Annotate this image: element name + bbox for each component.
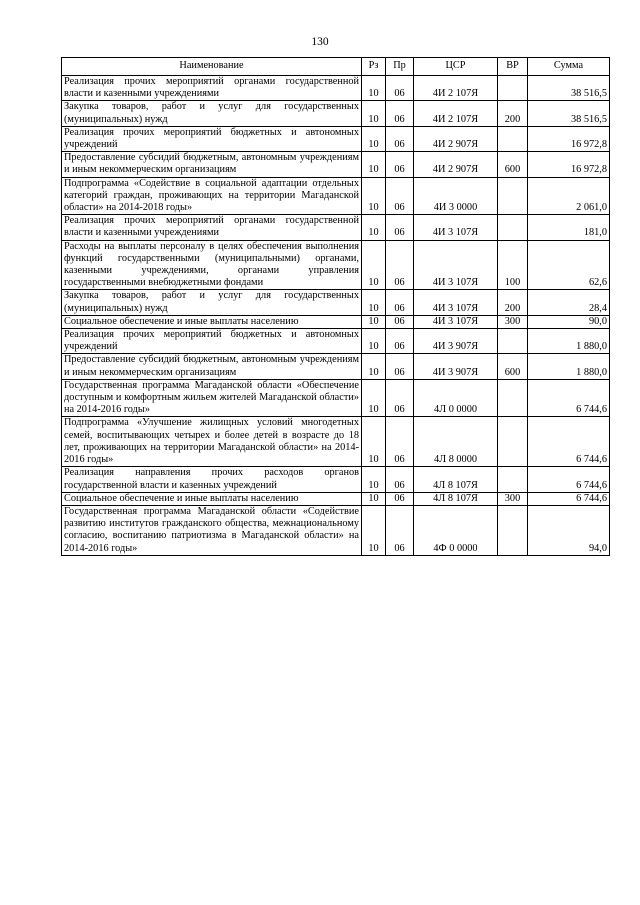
row-csr: 4И 2 907Я — [414, 152, 498, 177]
row-name: Предоставление субсидий бюджетным, автономным учреждениям и иным некоммерческим организациям — [62, 354, 362, 379]
row-name: Подпрограмма «Улучшение жилищных условий многодетных семей, воспитывающих четырех и более детей в возрасте до 18 лет, проживающих на территории Магаданской области» на 2014-2016 годы» — [62, 417, 362, 467]
row-pr: 06 — [386, 126, 414, 151]
row-csr: 4И 3 107Я — [414, 315, 498, 328]
row-vr: 200 — [498, 101, 528, 126]
row-vr — [498, 177, 528, 215]
row-sum: 94,0 — [528, 505, 610, 555]
row-rz: 10 — [362, 152, 386, 177]
row-pr: 06 — [386, 329, 414, 354]
row-rz: 10 — [362, 76, 386, 101]
row-pr: 06 — [386, 76, 414, 101]
table-header-row — [62, 58, 610, 76]
row-rz: 10 — [362, 467, 386, 492]
row-csr: 4И 2 107Я — [414, 76, 498, 101]
row-pr: 06 — [386, 177, 414, 215]
row-sum: 1 880,0 — [528, 354, 610, 379]
header-name: Наименование — [62, 58, 362, 76]
table-row — [62, 417, 610, 467]
row-csr: 4И 3 107Я — [414, 290, 498, 315]
table-row — [62, 315, 610, 328]
row-sum: 38 516,5 — [528, 76, 610, 101]
row-pr: 06 — [386, 467, 414, 492]
row-sum: 28,4 — [528, 290, 610, 315]
row-rz: 10 — [362, 126, 386, 151]
row-sum: 16 972,8 — [528, 126, 610, 151]
row-name: Реализация прочих мероприятий органами государственной власти и казенными учреждениями — [62, 76, 362, 101]
table-row — [62, 177, 610, 215]
table-row — [62, 152, 610, 177]
row-rz: 10 — [362, 505, 386, 555]
row-sum: 6 744,6 — [528, 492, 610, 505]
row-rz: 10 — [362, 290, 386, 315]
table-row — [62, 101, 610, 126]
row-csr: 4И 2 107Я — [414, 101, 498, 126]
row-pr: 06 — [386, 290, 414, 315]
row-sum: 6 744,6 — [528, 379, 610, 417]
row-rz: 10 — [362, 417, 386, 467]
row-pr: 06 — [386, 354, 414, 379]
row-sum: 90,0 — [528, 315, 610, 328]
row-pr: 06 — [386, 505, 414, 555]
row-vr — [498, 505, 528, 555]
table-row — [62, 467, 610, 492]
budget-table — [61, 57, 610, 556]
row-sum: 16 972,8 — [528, 152, 610, 177]
row-vr: 100 — [498, 240, 528, 290]
row-name: Социальное обеспечение и иные выплаты населению — [62, 492, 362, 505]
row-name: Расходы на выплаты персоналу в целях обеспечения выполнения функций государственными (муниципальными) органами, казенными учреждениями, органами управления государственными внебюджетными фондами — [62, 240, 362, 290]
row-csr: 4Ф 0 0000 — [414, 505, 498, 555]
row-name: Реализация прочих мероприятий органами государственной власти и казенными учреждениями — [62, 215, 362, 240]
row-rz: 10 — [362, 240, 386, 290]
row-vr — [498, 329, 528, 354]
header-rz: Рз — [362, 58, 386, 76]
row-vr — [498, 417, 528, 467]
row-vr: 300 — [498, 315, 528, 328]
table-row — [62, 492, 610, 505]
row-csr: 4Л 8 107Я — [414, 492, 498, 505]
row-rz: 10 — [362, 215, 386, 240]
table-row — [62, 126, 610, 151]
row-rz: 10 — [362, 177, 386, 215]
row-rz: 10 — [362, 354, 386, 379]
row-vr — [498, 126, 528, 151]
row-name: Подпрограмма «Содействие в социальной адаптации отдельных категорий граждан, проживающих на территории Магаданской области» на 2014-2018 годы» — [62, 177, 362, 215]
row-rz: 10 — [362, 379, 386, 417]
row-name: Реализация прочих мероприятий бюджетных и автономных учреждений — [62, 126, 362, 151]
row-pr: 06 — [386, 417, 414, 467]
table-row — [62, 329, 610, 354]
row-sum: 1 880,0 — [528, 329, 610, 354]
page-number: 130 — [311, 36, 329, 48]
row-rz: 10 — [362, 329, 386, 354]
row-csr: 4И 3 907Я — [414, 354, 498, 379]
row-rz: 10 — [362, 315, 386, 328]
table-row — [62, 505, 610, 555]
row-vr — [498, 215, 528, 240]
row-pr: 06 — [386, 101, 414, 126]
row-pr: 06 — [386, 315, 414, 328]
header-sum: Сумма — [528, 58, 610, 76]
row-vr — [498, 379, 528, 417]
row-name: Государственная программа Магаданской области «Содействие развитию институтов гражданского общества, межнациональному согласию, воспитанию патриотизма в Магаданской области» на 2014-2016 годы» — [62, 505, 362, 555]
row-csr: 4И 3 107Я — [414, 215, 498, 240]
row-sum: 2 061,0 — [528, 177, 610, 215]
row-vr — [498, 76, 528, 101]
row-vr: 200 — [498, 290, 528, 315]
row-sum: 62,6 — [528, 240, 610, 290]
row-rz: 10 — [362, 492, 386, 505]
table-row — [62, 240, 610, 290]
row-pr: 06 — [386, 240, 414, 290]
row-sum: 181,0 — [528, 215, 610, 240]
row-sum: 38 516,5 — [528, 101, 610, 126]
row-csr: 4И 3 907Я — [414, 329, 498, 354]
row-pr: 06 — [386, 379, 414, 417]
row-name: Предоставление субсидий бюджетным, автономным учреждениям и иным некоммерческим организациям — [62, 152, 362, 177]
row-csr: 4Л 8 107Я — [414, 467, 498, 492]
row-csr: 4Л 0 0000 — [414, 379, 498, 417]
row-name: Реализация прочих мероприятий бюджетных и автономных учреждений — [62, 329, 362, 354]
row-csr: 4И 3 0000 — [414, 177, 498, 215]
row-vr: 600 — [498, 354, 528, 379]
row-vr: 600 — [498, 152, 528, 177]
row-vr: 300 — [498, 492, 528, 505]
row-csr: 4И 3 107Я — [414, 240, 498, 290]
header-csr: ЦСР — [414, 58, 498, 76]
table-row — [62, 354, 610, 379]
row-vr — [498, 467, 528, 492]
header-pr: Пр — [386, 58, 414, 76]
table-row — [62, 76, 610, 101]
row-name: Социальное обеспечение и иные выплаты населению — [62, 315, 362, 328]
row-sum: 6 744,6 — [528, 417, 610, 467]
table-row — [62, 290, 610, 315]
row-csr: 4И 2 907Я — [414, 126, 498, 151]
row-pr: 06 — [386, 492, 414, 505]
row-sum: 6 744,6 — [528, 467, 610, 492]
row-rz: 10 — [362, 101, 386, 126]
table-row — [62, 379, 610, 417]
table-row — [62, 215, 610, 240]
header-vr: ВР — [498, 58, 528, 76]
row-pr: 06 — [386, 152, 414, 177]
row-name: Закупка товаров, работ и услуг для государственных (муниципальных) нужд — [62, 101, 362, 126]
row-csr: 4Л 8 0000 — [414, 417, 498, 467]
row-name: Государственная программа Магаданской области «Обеспечение доступным и комфортным жильем жителей Магаданской области» на 2014-2016 годы» — [62, 379, 362, 417]
row-pr: 06 — [386, 215, 414, 240]
row-name: Реализация направления прочих расходов органов государственной власти и казенных учреждений — [62, 467, 362, 492]
row-name: Закупка товаров, работ и услуг для государственных (муниципальных) нужд — [62, 290, 362, 315]
